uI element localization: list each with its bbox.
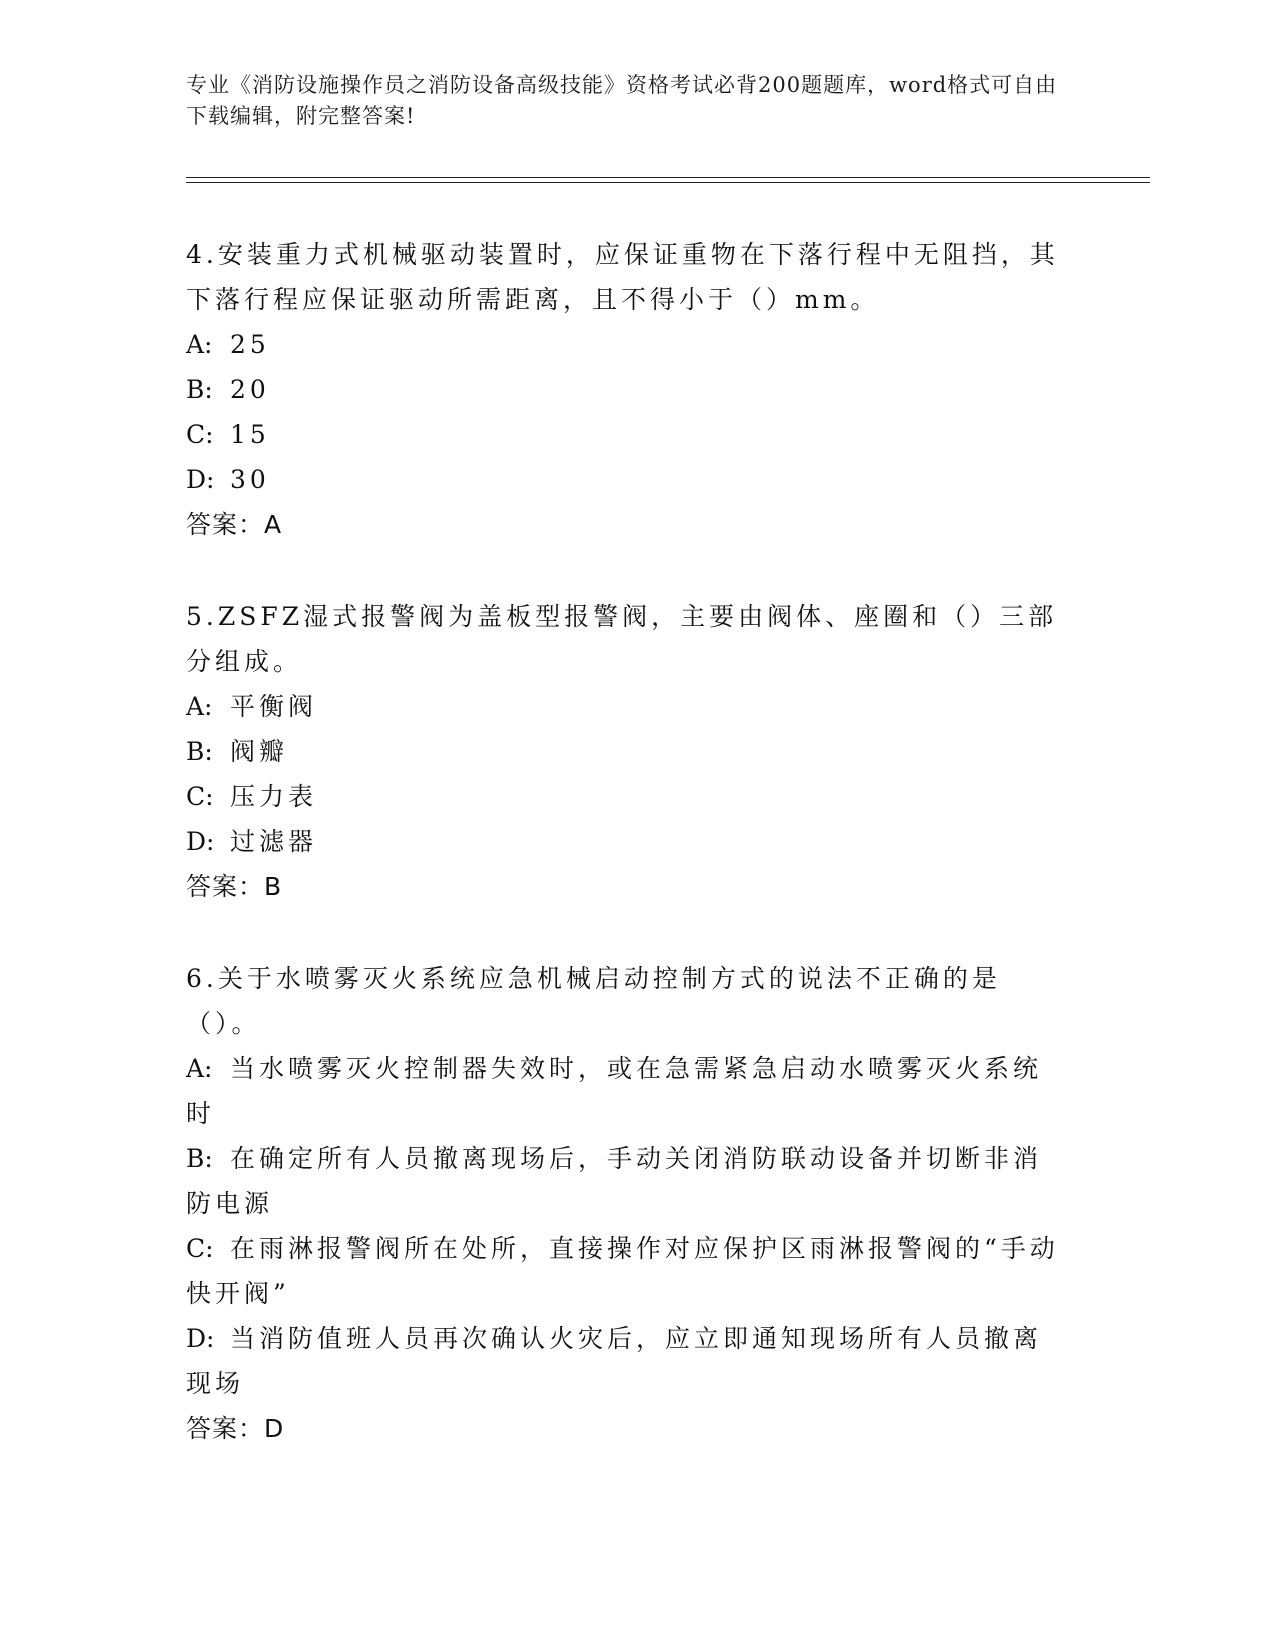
- option-text: 25: [230, 330, 270, 359]
- option-c: [186, 1226, 1066, 1316]
- option-b: [186, 1136, 1066, 1226]
- option-d: [186, 1316, 1066, 1406]
- option-text: 压力表: [230, 782, 318, 811]
- option-a: [186, 322, 1066, 367]
- option-b: [186, 729, 1066, 774]
- option-key: A:: [186, 330, 213, 359]
- answer-line: 答案：B: [186, 872, 283, 901]
- option-text: 平衡阀: [230, 692, 318, 721]
- option-b: [186, 367, 1066, 412]
- option-key: C:: [186, 782, 214, 811]
- option-text: 当水喷雾灭火控制器失效时，或在急需紧急启动水喷雾灭火系统时: [186, 1054, 1043, 1128]
- option-c: [186, 774, 1066, 819]
- option-text: 过滤器: [230, 827, 318, 856]
- header-divider-bottom: [186, 182, 1150, 183]
- option-key: C:: [186, 1234, 214, 1263]
- option-key: D:: [186, 1324, 215, 1353]
- option-key: A:: [186, 692, 213, 721]
- question-block: [186, 594, 1066, 909]
- option-text: 在雨淋报警阀所在处所，直接操作对应保护区雨淋报警阀的“手动快开阀”: [186, 1234, 1059, 1308]
- option-a: [186, 684, 1066, 729]
- question-block: [186, 956, 1066, 1451]
- option-key: D:: [186, 827, 215, 856]
- question-block: [186, 232, 1066, 547]
- question-stem: 5.ZSFZ湿式报警阀为盖板型报警阀，主要由阀体、座圈和（）三部分组成。: [186, 602, 1058, 676]
- option-text: 当消防值班人员再次确认火灾后，应立即通知现场所有人员撤离现场: [186, 1324, 1043, 1398]
- question-stem: 4.安装重力式机械驱动装置时，应保证重物在下落行程中无阻挡，其下落行程应保证驱动所需距离，且不得小于（）mm。: [186, 240, 1059, 314]
- header-divider-top: [186, 177, 1150, 178]
- option-text: 30: [230, 465, 270, 494]
- option-key: C:: [186, 420, 214, 449]
- option-a: [186, 1046, 1066, 1136]
- option-key: A:: [186, 1054, 213, 1083]
- option-key: B:: [186, 375, 213, 404]
- option-text: 20: [230, 375, 270, 404]
- answer-line: 答案：A: [186, 510, 283, 539]
- option-d: [186, 457, 1066, 502]
- answer-line: 答案：D: [186, 1414, 285, 1443]
- option-text: 15: [230, 420, 270, 449]
- option-text: 在确定所有人员撤离现场后，手动关闭消防联动设备并切断非消防电源: [186, 1144, 1043, 1218]
- option-key: D:: [186, 465, 215, 494]
- option-d: [186, 819, 1066, 864]
- question-stem: 6.关于水喷雾灭火系统应急机械启动控制方式的说法不正确的是（）。: [186, 964, 1001, 1038]
- option-text: 阀瓣: [230, 737, 289, 766]
- option-key: B:: [186, 1144, 213, 1173]
- option-c: [186, 412, 1066, 457]
- option-key: B:: [186, 737, 213, 766]
- document-header: 专业《消防设施操作员之消防设备高级技能》资格考试必背200题题库，word格式可自由下载编辑，附完整答案!: [186, 73, 1058, 128]
